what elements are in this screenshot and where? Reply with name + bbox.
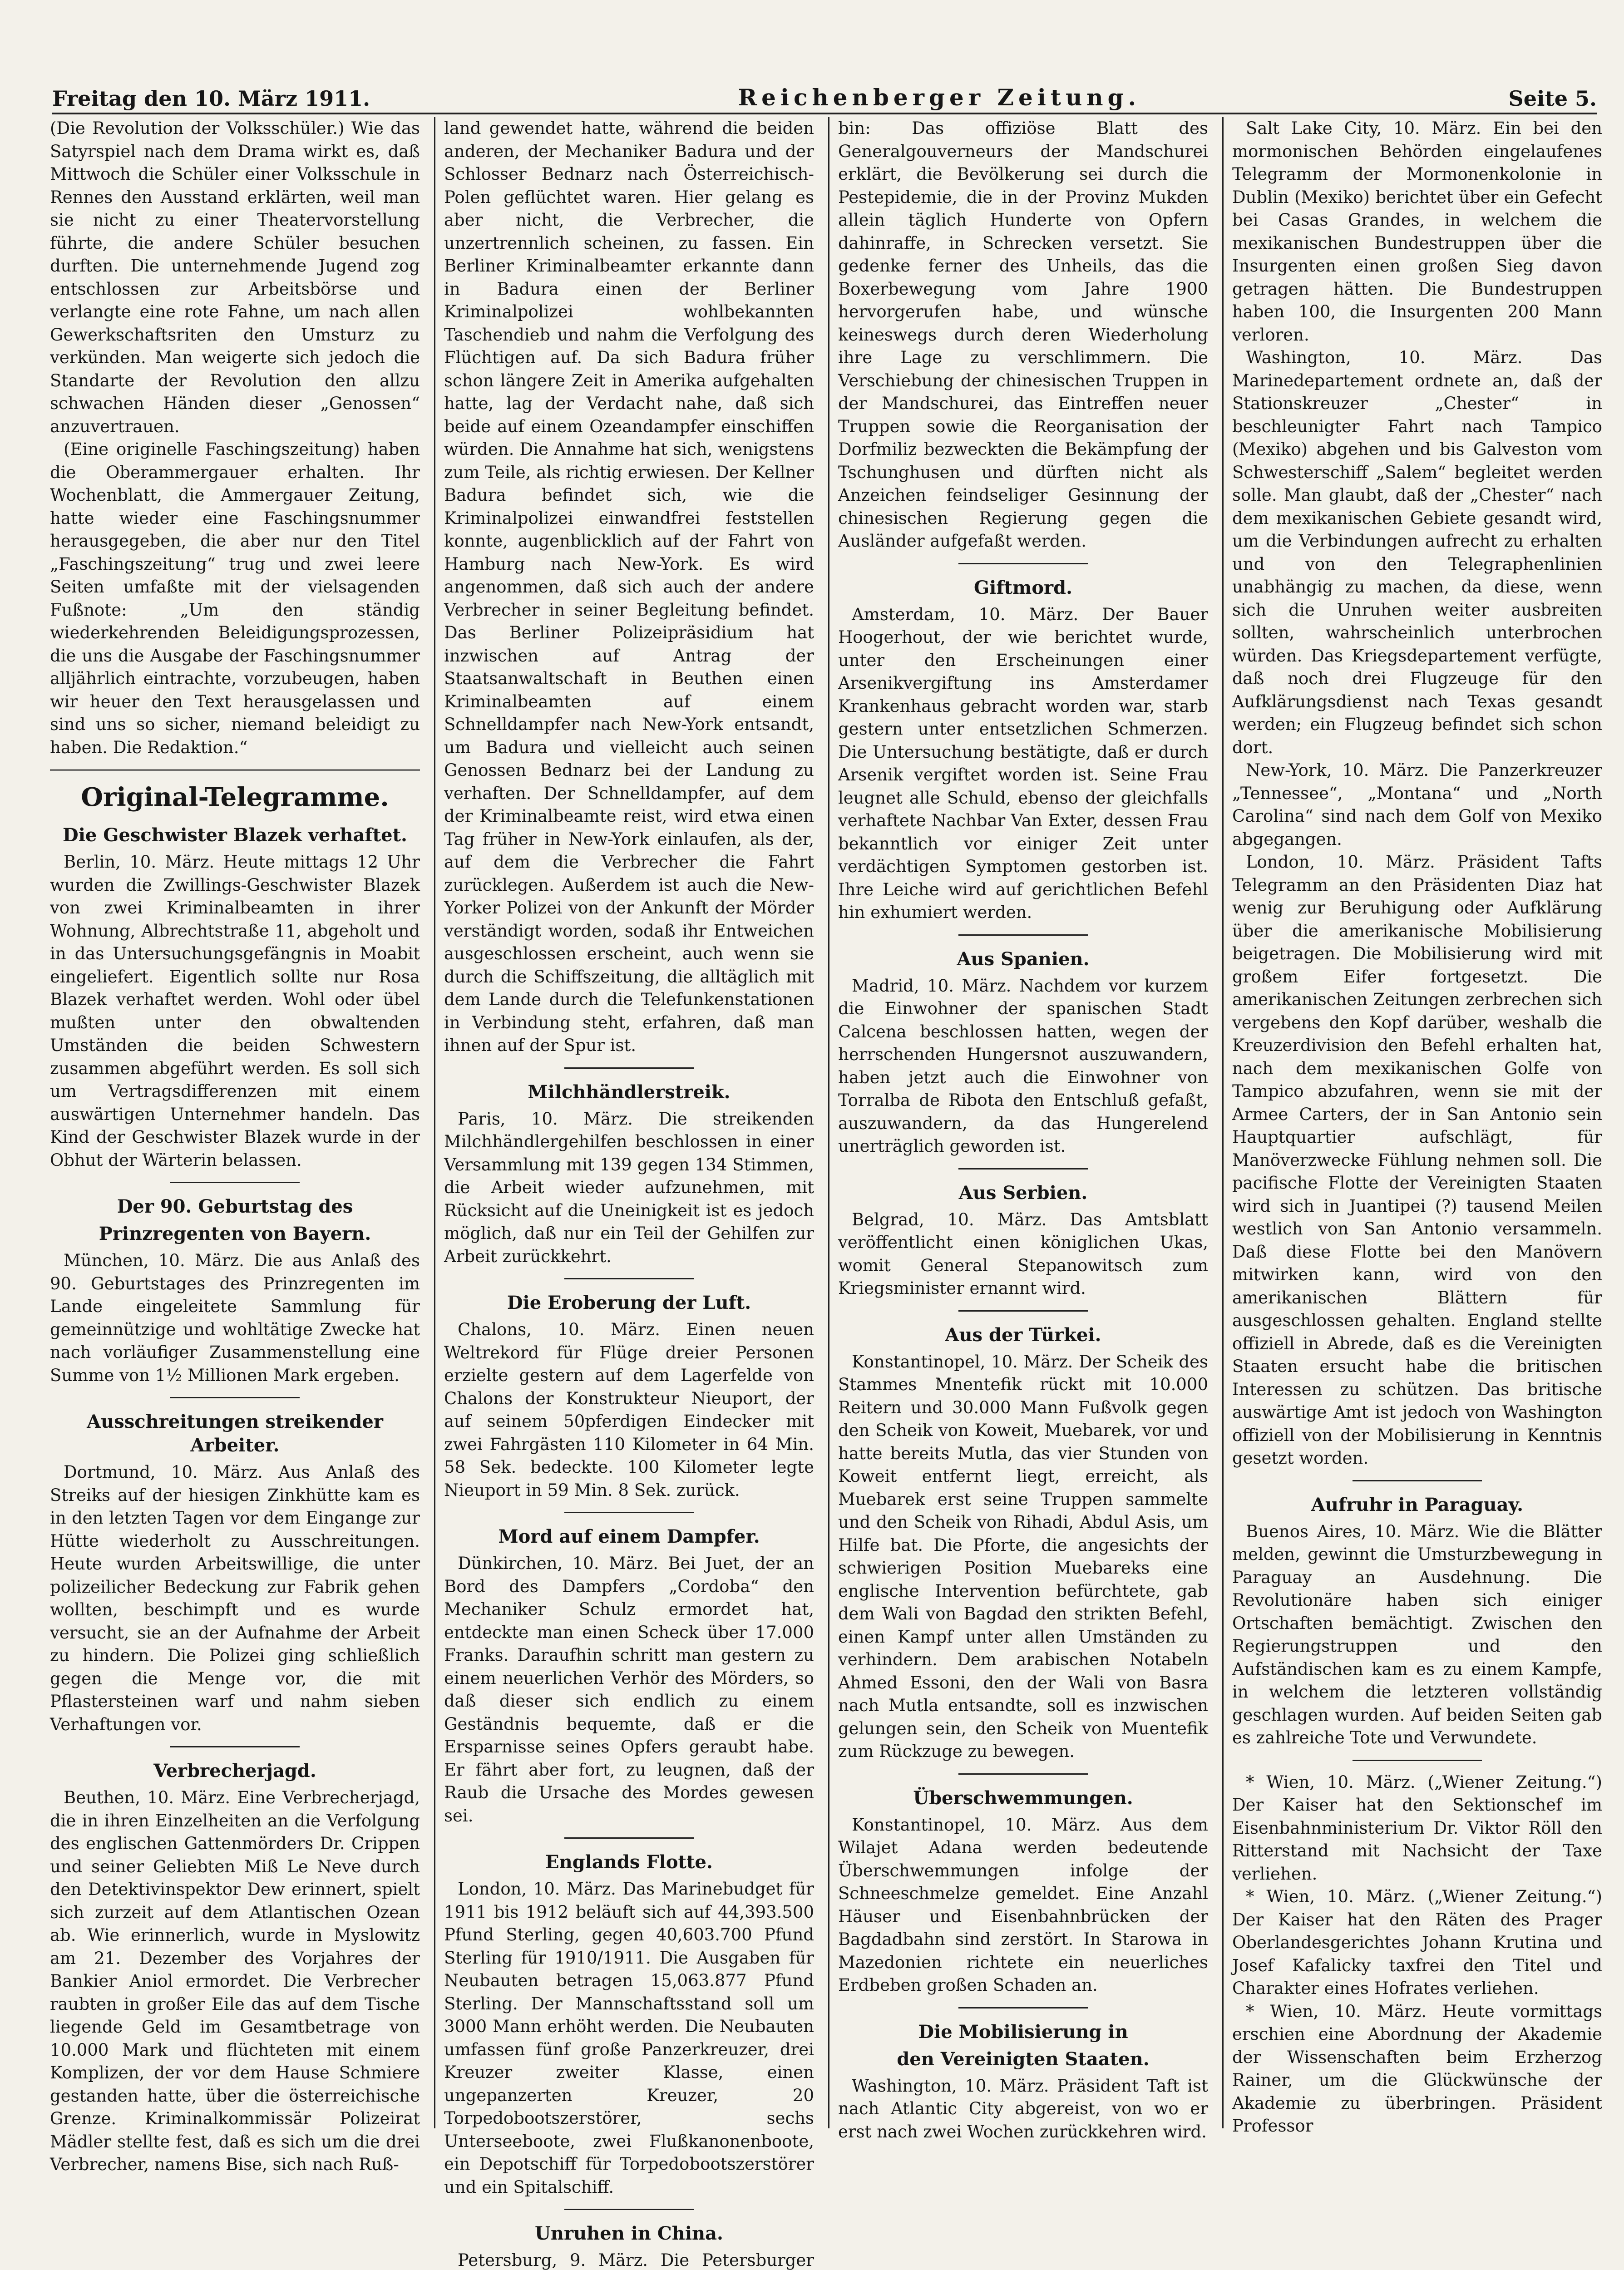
article-columns [50, 117, 1603, 2270]
article-verbrecherjagd: Beuthen, 10. März. Eine Verbrecherjagd, die in ihren Einzelheiten an die Verfolgung des englischen Gattenmörders Dr. Crippen und seiner Geliebten Miß Le Neve durch den Detektivinspektor Dew erinnert, spielt sich zurzeit auf dem Atlantischen Ozean ab. Wie erinnerlich, wurde in Myslowitz am 21. Dezember des Vorjahres der Bankier Aniol ermordet. Die Verbrecher raubten in großer Eile das auf dem Tische liegende Geld im Gesamtbetrage von 10.000 Mark und flüchteten mit einem Komplizen, der vor dem Hause Schmiere gestanden hatte, über die österreichische Grenze. Kriminalkommissär Polizeirat Mädler stellte fest, daß es sich um die drei Verbrecher, namens Bise, sich nach Ruß- [50, 1788, 420, 2174]
article-paraguay: Buenos Aires, 10. März. Wie die Blätter melden, gewinnt die Umsturzbewegung in Paraguay an Ausdehnung. Die Revolutionäre haben sich einiger Ortschaften bemächtigt. Zwischen den Regierungstruppen und den Aufständischen kam es zu einem Kampfe, in welchem die letzteren vollständig geschlagen wurden. Auf beiden Seiten gab es zahlreiche Tote und Verwundete. [1232, 1521, 1602, 1747]
article-rule [1353, 1760, 1482, 1761]
headline-prinzregent: Prinzregenten von Bayern. [99, 1223, 371, 1244]
article-rule [958, 1168, 1088, 1170]
header-rule [52, 113, 1597, 114]
article-rule [958, 2007, 1088, 2008]
article-rule [564, 1067, 694, 1069]
article-rule [564, 1278, 694, 1279]
headline-englands-flotte: Englands Flotte. [545, 1851, 713, 1873]
article-serbien: Belgrad, 10. März. Das Amtsblatt veröffentlicht einen königlichen Ukas, womit General Stepanowitsch zum Kriegsminister ernannt wird. [838, 1209, 1208, 1298]
article-englands-flotte: London, 10. März. Das Marinebudget für 1911 bis 1912 beläuft sich auf 44,393.500 Pfund Sterling, gegen 40,603.700 Pfund Sterling für 1910/1911. Die Ausgaben für Neubauten betragen 15,063.877 Pfund Sterling. Der Mannschaftsstand soll um 3000 Mann erhöht werden. Die Neubauten umfassen fünf große Panzerkreuzer, drei Kreuzer zweiter Klasse, einen ungepanzerten Kreuzer, 20 Torpedobootszerstörer, sechs Unterseeboote, zwei Flußkanonenboote, ein Depotschiff für Torpedobootszerstörer und ein Spitalschiff. [444, 1879, 814, 2197]
article-wien-2: * Wien, 10. März. („Wiener Zeitung.“) Der Kaiser hat den Räten des Prager Oberlandesgerichtes Johann Krutina und Josef Kafalicky taxfrei den Titel und Charakter eines Hofrates verliehen. [1232, 1887, 1602, 1998]
headline-mord-dampfer: Mord auf einem Dampfer. [498, 1526, 760, 1547]
headline-milchhaendlerstreik: Milchhändlerstreik. [528, 1081, 731, 1103]
article-blazek: Berlin, 10. März. Heute mittags 12 Uhr wurden die Zwillings-Geschwister Blazek von zwei Kriminalbeamten in ihrer Wohnung, Albrechtstraße 11, abgeholt und in das Untersuchungsgefängnis in Moabit eingeliefert. Eigentlich sollte nur Rosa Blazek verhaftet werden. Wohl oder übel mußten unter den obwaltenden Umständen die beiden Schwestern zusammen abgeführt werden. Es soll sich um Vertragsdifferenzen mit einem auswärtigen Unternehmer handeln. Das Kind der Geschwister Blazek wurde in der Obhut der Wärterin belassen. [50, 852, 420, 1170]
article-milchhaendlerstreik: Paris, 10. März. Die streikenden Milchhändlergehilfen beschlossen in einer Versammlung mit 139 gegen 134 Stimmen, die Arbeit wieder aufzunehmen, mit Rücksicht auf die Uneinigkeit ist es jedoch möglich, daß nur ein Teil der Gehilfen zur Arbeit zurückkehrt. [444, 1109, 814, 1266]
column-4 [1232, 117, 1602, 2136]
newspaper-title: Reichenberger Zeitung. [738, 84, 1141, 111]
headline-ueberschwemmungen: Überschwemmungen. [913, 1787, 1133, 1809]
headline-tuerkei: Aus der Türkei. [945, 1324, 1101, 1346]
section-rule [50, 769, 420, 773]
article-mobilisierung: Washington, 10. März. Präsident Taft ist nach Atlantic City abgereist, von wo er erst nach zwei Wochen zurückkehren wird. [838, 2076, 1208, 2142]
article-rule [564, 1512, 694, 1513]
article-wien-3: * Wien, 10. März. Heute vormittags erschien eine Abordnung der Akademie der Wissenschaften beim Erzherzog Rainer, um die Glückwünsche der Akademie zu überbringen. Präsident Professor [1232, 2001, 1602, 2136]
article-rule [564, 1837, 694, 1839]
page-number: Seite 5. [1508, 86, 1597, 111]
headline-serbien: Aus Serbien. [958, 1182, 1088, 1204]
article-unruhen-china: Petersburg, 9. März. Die Petersburger [458, 2250, 814, 2270]
headline-vereinigte-staaten: den Vereinigten Staaten. [897, 2048, 1150, 2070]
article-new-york: New-York, 10. März. Die Panzerkreuzer „Tennessee“, „Montana“ und „North Carolina“ sind nach dem Golf von Mexiko abgegangen. [1232, 760, 1602, 849]
article-rule [958, 563, 1088, 564]
page-header [52, 78, 1597, 111]
headline-eroberung-luft: Die Eroberung der Luft. [507, 1292, 751, 1313]
article-tuerkei: Konstantinopel, 10. März. Der Scheik des Stammes Mnentefik rückt mit 10.000 Reitern und 30.000 Mann Fußvolk gegen den Scheik von Koweit, Muebarek, vor und hatte bereits Mutla, das vier Stunden von Koweit entfernt liegt, erreicht, als Muebarek erst seine Truppen sammelte und den Scheik von Rihadi, Abdul Asis, um Hilfe bat. Die Pforte, die angesichts der schwierigen Position Muebareks eine englische Intervention befürchtete, gab dem Wali von Bagdad den strikten Befehl, einen Kampf unter allen Umständen zu verhindern. Dem arabischen Notabeln Ahmed Essoni, den der Wali von Basra nach Mutla entsandte, soll es inzwischen gelungen sein, den Scheik von Muentefik zum Rückzuge zu bewegen. [838, 1352, 1208, 1761]
headline-unruhen-china: Unruhen in China. [535, 2223, 723, 2244]
headline-verbrecherjagd: Verbrecherjagd. [153, 1760, 316, 1781]
article-rule [170, 1746, 300, 1747]
headline-mobilisierung: Die Mobilisierung in [918, 2021, 1128, 2043]
article-ausschreitungen: Dortmund, 10. März. Aus Anlaß des Streiks auf der hiesigen Zinkhütte kam es in den letzten Tagen vor dem Eingange zur Hütte wiederholt zu Ausschreitungen. Heute wurden Arbeitswillige, die unter polizeilicher Bedeckung zur Fabrik gehen wollten, beschimpft und es wurde versucht, sie an der Aufnahme der Arbeit zu hindern. Die Polizei ging schließlich gegen die Menge vor, die mit Pflastersteinen warf und nahm sieben Verhaftungen vor. [50, 1462, 420, 1734]
article-rule [564, 2209, 694, 2210]
article-eroberung-luft: Chalons, 10. März. Einen neuen Weltrekord für Flüge dreier Personen erzielte gestern auf dem Lagerfelde von Chalons der Konstrukteur Nieuport, der auf seinem 50pferdigen Eindecker mit zwei Fahrgästen 110 Kilometer in 64 Min. 58 Sek. bedeckte. 100 Kilometer legte Nieuport in 59 Min. 8 Sek. zurück. [444, 1320, 814, 1500]
article-mord-dampfer: Dünkirchen, 10. März. Bei Juet, der an Bord des Dampfers „Cordoba“ den Mechaniker Schulz ermordet hat, entdeckte man einen Scheck über 17.000 Franks. Daraufhin schritt man gestern zu einem neuerlichen Verhör des Mörders, so daß dieser sich endlich zu einem Geständnis bequemte, daß er die Ersparnisse seines Opfers geraubt habe. Er fährt aber fort, zu leugnen, daß der Raub die Ursache des Mordes gewesen sei. [444, 1554, 814, 1826]
article-verbrecherjagd-cont: land gewendet hatte, während die beiden anderen, der Mechaniker Badura und der Schlosser Bednarz nach Österreichisch-Polen geflüchtet waren. Hier gelang es aber nicht, die Verbrecher, die unzertrennlich scheinen, zu fassen. Ein Berliner Kriminalbeamter erkannte dann in Badura einen der Berliner Kriminalpolizei wohlbekannten Taschendieb und nahm die Verfolgung des Flüchtigen auf. Da sich Badura früher schon längere Zeit in Amerika aufgehalten hatte, lag der Verdacht nahe, daß sich beide auf einem Ozeandampfer einschiffen würden. Die Annahme hat sich, wenigstens zum Teile, als richtig erwiesen. Der Kellner Badura befindet sich, wie die Kriminalpolizei einwandfrei feststellen konnte, augenblicklich auf der Fahrt von Hamburg nach New-York. Es wird angenommen, daß sich auch der andere Verbrecher in seiner Begleitung befindet. Das Berliner Polizeipräsidium hat inzwischen auf Antrag der Staatsanwaltschaft in Beuthen einen Kriminalbeamten auf einem Schnelldampfer nach New-York entsandt, um Badura und vielleicht auch seinen Genossen Bednarz bei der Landung zu verhaften. Der Schnelldampfer, auf dem der Kriminalbeamte reist, wird etwa einen Tag früher in New-York einlaufen, als der, auf dem die Verbrecher die Fahrt zurücklegen. Außerdem ist auch die New-Yorker Polizei von der Ankunft der Mörder verständigt worden, sodaß ihr Entweichen ausgeschlossen erscheint, auch wenn sie durch die Schiffszeitung, die alltäglich mit dem Lande durch die Telefunkenstationen in Verbindung steht, erfahren, daß man ihnen auf der Spur ist. [444, 118, 814, 1055]
article-ueberschwemmungen: Konstantinopel, 10. März. Aus dem Wilajet Adana werden bedeutende Überschwemmungen infolge der Schneeschmelze gemeldet. Eine Anzahl Häuser und Eisenbahnbrücken der Bagdadbahn sind zerstört. In Starowa in Mazedonien richtete ein neuerliches Erdbeben großen Schaden an. [838, 1815, 1208, 1995]
headline-geburtstag: Der 90. Geburtstag des [117, 1196, 353, 1217]
article-rule [170, 1182, 300, 1183]
headline-blazek: Die Geschwister Blazek verhaftet. [63, 824, 407, 846]
column-2 [444, 117, 814, 2270]
article-wien-1: * Wien, 10. März. („Wiener Zeitung.“) Der Kaiser hat den Sektionschef im Eisenbahnministerium Dr. Viktor Röll den Ritterstand mit Nachsicht der Taxe verliehen. [1232, 1772, 1602, 1884]
article-china-cont: bin: Das offiziöse Blatt des Generalgouverneurs der Mandschurei erklärt, die Bevölkerung sei durch die Pestepidemie, die in der Provinz Mukden allein täglich Hunderte von Opfern dahinraffe, in Schrecken versetzt. Sie gedenke ferner des Unheils, das die Boxerbewegung vom Jahre 1900 hervorgerufen habe, und wünsche keineswegs durch deren Wiederholung ihre Lage zu verschlimmern. Die Verschiebung der chinesischen Truppen in der Mandschurei, das Eintreffen neuer Truppen sowie die Reorganisation der Dorfmiliz bezweckten die Bekämpfung der Tschunghusen und dürften nicht als Anzeichen feindseliger Gesinnung der chinesischen Regierung gegen die Ausländer aufgefaßt werden. [838, 118, 1208, 551]
article-rule [958, 934, 1088, 936]
article-washington: Washington, 10. März. Das Marinedepartement ordnete an, daß der Stationskreuzer „Chester“ in beschleunigter Fahrt nach Tampico (Mexiko) abgehen und bis Galveston vom Schwesterschiff „Salem“ begleitet werden solle. Man glaubt, daß der „Chester“ nach dem mexikanischen Gebiete gesandt wird, um die Verbindungen aufrecht zu erhalten und von den Telegraphenlinien unabhängig zu machen, da diese, wenn sich die Unruhen weiter ausbreiten sollten, wahrscheinlich unterbrochen würden. Das Kriegsdepartement verfügte, daß noch drei Flugzeuge für den Aufklärungsdienst nach Texas gesandt werden; ein Flugzeug befindet sich schon dort. [1232, 348, 1602, 757]
article-giftmord: Amsterdam, 10. März. Der Bauer Hoogerhout, der wie berichtet wurde, unter den Erscheinungen einer Arsenikvergiftung ins Amsterdamer Krankenhaus gebracht worden war, starb gestern unter entsetzlichen Schmerzen. Die Untersuchung bestätigte, daß er durch Arsenik vergiftet worden ist. Seine Frau leugnet alle Schuld, ebenso der gleichfalls verhaftete Nachbar Van Exter, dessen Frau bekanntlich vor einiger Zeit unter verdächtigen Symptomen gestorben ist. Ihre Leiche wird auf gerichtlichen Befehl hin exhumiert werden. [838, 604, 1208, 922]
article-rule [1353, 1480, 1482, 1481]
article-rule [170, 1397, 300, 1398]
column-3 [838, 117, 1208, 2142]
article-spanien: Madrid, 10. März. Nachdem vor kurzem die Einwohner der spanischen Stadt Calcena beschlossen hatten, wegen der herrschenden Hungersnot auszuwandern, haben jetzt auch die Einwohner von Torralba de Ribota den Entschluß gefaßt, auszuwandern, da das Hungerelend unerträglich geworden ist. [838, 976, 1208, 1156]
article-rule [958, 1773, 1088, 1775]
headline-ausschreitungen: Ausschreitungen streikender Arbeiter. [87, 1411, 383, 1456]
article-salt-lake-city: Salt Lake City, 10. März. Ein bei den mormonischen Behörden eingelaufenes Telegramm der Mormonenkolonie in Dublin (Mexiko) berichtet über ein Gefecht bei Casas Grandes, in welchem die mexikanischen Bundestruppen über die Insurgenten einen großen Sieg davon getragen hätten. Die Bundestruppen haben 100, die Insurgenten 200 Mann verloren. [1232, 118, 1602, 345]
header-date: Freitag den 10. März 1911. [52, 86, 370, 111]
article-prinzregent: München, 10. März. Die aus Anlaß des 90. Geburtstages des Prinzregenten im Lande eingeleitete Sammlung für gemeinnützige und wohltätige Zwecke hat nach vorläufiger Zusammenstellung eine Summe von 1½ Millionen Mark ergeben. [50, 1251, 420, 1385]
headline-giftmord: Giftmord. [973, 577, 1072, 598]
article-rule [958, 1310, 1088, 1312]
article-london: London, 10. März. Präsident Tafts Telegramm an den Präsidenten Diaz hat wenig zur Beruhigung oder Aufklärung über die amerikanische Mobilisierung beigetragen. Die Mobilisierung wird mit großem Eifer fortgesetzt. Die amerikanischen Zeitungen zerbrechen sich vergebens den Kopf darüber, weshalb die Kreuzerdivision den Befehl erhalten hat, nach dem mexikanischen Golfe von Tampico abzufahren, wenn sie mit der Armee Carters, der in San Antonio sein Hauptquartier aufschlägt, für Manöverzwecke Fühlung nehmen soll. Die pacifische Flotte der Vereinigten Staaten wird sich in Juantipei (?) tausend Meilen westlich von San Antonio versammeln. Daß diese Flotte bei den Manövern mitwirken kann, wird von den amerikanischen Blättern für ausgeschlossen gehalten. England stellte offiziell in Abrede, daß es die Vereinigten Staaten ersucht habe die britischen Interessen zu schützen. Das britische auswärtige Amt ist jedoch von Washington offiziell von der Mobilisierung in Kenntnis gesetzt worden. [1232, 852, 1602, 1468]
column-1 [50, 117, 420, 2174]
article-faschingszeitung: (Eine originelle Faschingszeitung) haben die Oberammergauer erhalten. Ihr Wochenblatt, die Ammergauer Zeitung, hatte wieder eine Faschingsnummer herausgegeben, die aber nur den Titel „Faschingszeitung“ trug und zwei leere Seiten umfaßte mit der vielsagenden Fußnote: „Um den ständig wiederkehrenden Beleidigungsprozessen, die uns die Ausgabe der Faschingsnummer alljährlich eintrachte, vorzubeugen, haben wir heuer den Text herausgelassen und sind uns so sicher, niemand beleidigt zu haben. Die Redaktion.“ [50, 439, 420, 757]
section-heading-telegramme: Original-Telegramme. [81, 782, 389, 812]
headline-spanien: Aus Spanien. [957, 948, 1090, 970]
article-volksschueler: (Die Revolution der Volksschüler.) Wie das Satyrspiel nach dem Drama wirkt es, daß Mittwoch die Schüler einer Volksschule in Rennes den Ausstand erklärten, weil man sie nicht zu einer Theatervorstellung führte, die andere Schüler besuchen durften. Die unternehmende Jugend zog entschlossen zur Arbeitsbörse und verlangte eine rote Fahne, um nach allen Gewerkschaftsriten den Umsturz zu verkünden. Man weigerte sich jedoch die Standarte der Revolution den allzu schwachen Händen dieser „Genossen“ anzuvertrauen. [50, 118, 420, 436]
headline-paraguay: Aufruhr in Paraguay. [1311, 1494, 1524, 1515]
